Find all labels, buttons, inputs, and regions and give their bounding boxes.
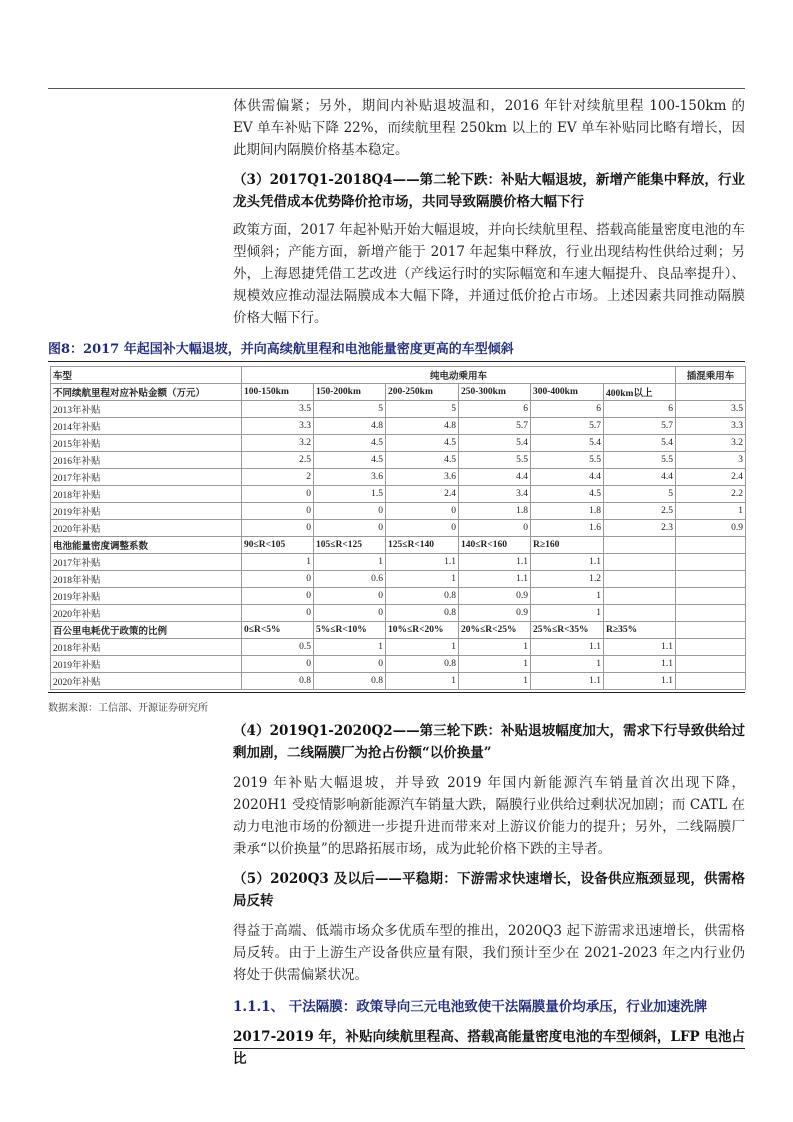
- table-cell: 400km以上: [604, 384, 676, 401]
- table-cell: 25%≤R<35%: [531, 622, 604, 639]
- table-cell: [676, 554, 746, 571]
- table-cell: 0: [242, 503, 314, 520]
- table-cell: 3: [676, 452, 746, 469]
- subheading-4: （4）2019Q1-2020Q2——第三轮下跌：补贴退坡幅度加大，需求下行导致供给过剩加剧，二线隔膜厂为抢占份额“以价换量”: [233, 723, 745, 761]
- table-cell: 0.8: [242, 673, 314, 690]
- table-cell: 140≤R<160: [459, 537, 531, 554]
- table-cell: 0.9: [459, 588, 531, 605]
- table-cell: 2020年补贴: [51, 605, 242, 622]
- table-cell: 2019年补贴: [51, 588, 242, 605]
- table-row: [51, 452, 746, 469]
- table-header-row: [51, 537, 746, 554]
- subsidy-table: [50, 366, 746, 690]
- table-cell: 125≤R<140: [386, 537, 459, 554]
- table-cell: 1: [676, 503, 746, 520]
- table-cell: 6: [459, 401, 531, 418]
- table-cell: 0: [242, 486, 314, 503]
- table-cell: 0.8: [386, 656, 459, 673]
- table-cell: 0.9: [676, 520, 746, 537]
- table-cell: 1.1: [531, 554, 604, 571]
- table-cell: 1.5: [314, 486, 386, 503]
- table-cell: 5.5: [459, 452, 531, 469]
- table-cell: 5: [386, 401, 459, 418]
- table-cell: 5: [314, 401, 386, 418]
- table-cell: [676, 673, 746, 690]
- table-cell: 4.5: [386, 435, 459, 452]
- table-cell: 0: [242, 588, 314, 605]
- table-cell: 0: [314, 520, 386, 537]
- table-cell: 4.4: [531, 469, 604, 486]
- table-cell: R≥160: [531, 537, 604, 554]
- table-cell: 1.6: [531, 520, 604, 537]
- table-cell: 1.2: [531, 571, 604, 588]
- table-cell: [676, 605, 746, 622]
- table-cell: 5.4: [459, 435, 531, 452]
- table-cell: 3.5: [242, 401, 314, 418]
- table-cell: 1: [386, 571, 459, 588]
- table-cell: 2020年补贴: [51, 673, 242, 690]
- table-cell: 0.8: [386, 588, 459, 605]
- table-cell: 1.1: [459, 571, 531, 588]
- table-cell: 0: [386, 503, 459, 520]
- table-cell: 0≤R<5%: [242, 622, 314, 639]
- table-cell: 105≤R<125: [314, 537, 386, 554]
- table-row: [51, 673, 746, 690]
- table-cell: 4.5: [531, 486, 604, 503]
- data-source: 数据来源：工信部、开源证券研究所: [48, 692, 745, 714]
- table-cell: [676, 622, 746, 639]
- table-cell: 20%≤R<25%: [459, 622, 531, 639]
- table-cell: 2016年补贴: [51, 452, 242, 469]
- table-row: [51, 486, 746, 503]
- table-cell: 1: [531, 605, 604, 622]
- table-cell: 0.8: [386, 605, 459, 622]
- table-row: [51, 605, 746, 622]
- table-cell: 3.2: [676, 435, 746, 452]
- table-cell: 2019年补贴: [51, 503, 242, 520]
- table-cell: 2019年补贴: [51, 656, 242, 673]
- section-heading: 1.1.1、 干法隔膜：政策导向三元电池致使干法隔膜量价均承压，行业加速洗牌: [233, 999, 708, 1015]
- table-cell: 5.5: [604, 452, 676, 469]
- subheading-5: （5）2020Q3 及以后——平稳期：下游需求快速增长，设备供应瓶颈显现，供需格局反转: [233, 871, 745, 909]
- table-cell: 0.5: [242, 639, 314, 656]
- table-cell: 3.6: [386, 469, 459, 486]
- table-cell: 2014年补贴: [51, 418, 242, 435]
- table-cell: 150-200km: [314, 384, 386, 401]
- table-cell: 插混乘用车: [676, 367, 746, 384]
- table-cell: 3.3: [242, 418, 314, 435]
- table-cell: [604, 554, 676, 571]
- table-cell: 2017年补贴: [51, 469, 242, 486]
- table-cell: 2017年补贴: [51, 554, 242, 571]
- figure-title: 图8：2017 年起国补大幅退坡，并向高续航里程和电池能量密度更高的车型倾斜: [48, 338, 745, 362]
- table-cell: 2015年补贴: [51, 435, 242, 452]
- table-cell: 1.1: [604, 673, 676, 690]
- footer-rule: [233, 1048, 745, 1049]
- table-cell: 1.1: [459, 554, 531, 571]
- table-cell: 2.5: [604, 503, 676, 520]
- table-cell: 1.1: [604, 656, 676, 673]
- table-cell: 0: [314, 588, 386, 605]
- table-cell: 1.8: [531, 503, 604, 520]
- table-cell: 4.4: [459, 469, 531, 486]
- table-cell: [676, 384, 746, 401]
- table-cell: 0: [314, 503, 386, 520]
- table-cell: 0: [314, 605, 386, 622]
- table-cell: [676, 571, 746, 588]
- table-cell: 5.7: [459, 418, 531, 435]
- table-row: [51, 503, 746, 520]
- table-cell: 5.7: [604, 418, 676, 435]
- table-cell: 5: [604, 486, 676, 503]
- table-cell: 90≤R<105: [242, 537, 314, 554]
- table-cell: 1.8: [459, 503, 531, 520]
- table-header-row: [51, 367, 746, 384]
- table-cell: 1: [386, 639, 459, 656]
- table-cell: 2018年补贴: [51, 486, 242, 503]
- table-row: [51, 469, 746, 486]
- table-cell: [676, 639, 746, 656]
- table-cell: 6: [604, 401, 676, 418]
- table-cell: 3.3: [676, 418, 746, 435]
- lead-text: 2017-2019 年，补贴向续航里程高、搭载高能量密度电池的车型倾斜，LFP 电池占比: [233, 1029, 745, 1067]
- table-cell: 0: [386, 520, 459, 537]
- table-row: [51, 639, 746, 656]
- table-cell: 6: [531, 401, 604, 418]
- table-cell: 4.4: [604, 469, 676, 486]
- table-cell: 0: [459, 520, 531, 537]
- table-row: [51, 401, 746, 418]
- paragraph: 2019 年补贴大幅退坡，并导致 2019 年国内新能源汽车销量首次出现下降，2020H1 受疫情影响新能源汽车销量大跌，隔膜行业供给过剩状况加剧；而 CATL 在动力电池市场的份额进一步提升进而带来对上游议价能力的提升；另外，二线隔膜厂秉承“以价换量”的思路拓展市场，成为此轮价格下跌的主导者。: [233, 775, 745, 857]
- table-cell: 0: [242, 571, 314, 588]
- table-cell: 2013年补贴: [51, 401, 242, 418]
- table-cell: 0.9: [459, 605, 531, 622]
- table-cell: 0: [314, 656, 386, 673]
- table-header-row: [51, 622, 746, 639]
- table-cell: 1: [459, 656, 531, 673]
- table-cell: 0.8: [314, 673, 386, 690]
- table-cell: 1.1: [531, 639, 604, 656]
- table-cell: 2018年补贴: [51, 639, 242, 656]
- table-cell: 4.5: [386, 452, 459, 469]
- table-cell: 1: [314, 639, 386, 656]
- table-cell: [676, 588, 746, 605]
- upper-text: [233, 95, 745, 329]
- table-cell: 5%≤R<10%: [314, 622, 386, 639]
- table-cell: 3.4: [459, 486, 531, 503]
- table-cell: 百公里电耗优于政策的比例: [51, 622, 242, 639]
- table-cell: 200-250km: [386, 384, 459, 401]
- table-cell: 纯电动乘用车: [242, 367, 676, 384]
- header-rule: [48, 88, 745, 89]
- table-cell: 2.2: [676, 486, 746, 503]
- table-cell: 不同续航里程对应补贴金额（万元）: [51, 384, 242, 401]
- table-cell: 2: [242, 469, 314, 486]
- table-cell: 5.4: [604, 435, 676, 452]
- table-cell: 0: [242, 656, 314, 673]
- table-cell: [604, 605, 676, 622]
- table-cell: [604, 571, 676, 588]
- table-cell: 4.8: [314, 418, 386, 435]
- table-cell: 0: [242, 520, 314, 537]
- table-cell: 1: [314, 554, 386, 571]
- table-cell: 1.1: [604, 639, 676, 656]
- table-cell: 0.6: [314, 571, 386, 588]
- lower-text: [233, 720, 745, 1070]
- table-row: [51, 520, 746, 537]
- paragraph: 得益于高端、低端市场众多优质车型的推出，2020Q3 起下游需求迅速增长，供需格局反转。由于上游生产设备供应量有限，我们预计至少在 2021-2023 年之内行业仍将处于供需偏紧状况。: [233, 923, 745, 983]
- table-cell: 1: [531, 588, 604, 605]
- table-cell: 2018年补贴: [51, 571, 242, 588]
- table-cell: 1: [242, 554, 314, 571]
- table-cell: 2.3: [604, 520, 676, 537]
- table-row: [51, 588, 746, 605]
- table-cell: 1: [459, 673, 531, 690]
- table-cell: 1.1: [386, 554, 459, 571]
- table-cell: 2.4: [676, 469, 746, 486]
- table-cell: 2.4: [386, 486, 459, 503]
- table-cell: 3.2: [242, 435, 314, 452]
- table-cell: 300-400km: [531, 384, 604, 401]
- table-cell: 3.6: [314, 469, 386, 486]
- table-cell: 1: [459, 639, 531, 656]
- table-cell: 车型: [51, 367, 242, 384]
- table-cell: [604, 588, 676, 605]
- table-cell: R≥35%: [604, 622, 676, 639]
- paragraph: 政策方面，2017 年起补贴开始大幅退坡，并向长续航里程、搭载高能量密度电池的车型倾斜；产能方面，新增产能于 2017 年起集中释放，行业出现结构性供给过剩；另外，上海恩捷凭借工艺改进（产线运行时的实际幅宽和车速大幅提升、良品率提升）、规模效应推动湿法隔膜成本大幅下降，并通过低价抢占市场。上述因素共同推动隔膜价格大幅下行。: [233, 222, 745, 326]
- table-row: [51, 656, 746, 673]
- table-cell: 1: [531, 656, 604, 673]
- table-cell: 10%≤R<20%: [386, 622, 459, 639]
- table-cell: 2020年补贴: [51, 520, 242, 537]
- subheading-3: （3）2017Q1-2018Q4——第二轮下跌：补贴大幅退坡，新增产能集中释放，行业龙头凭借成本优势降价抢市场，共同导致隔膜价格大幅下行: [233, 172, 745, 210]
- table-cell: 5.4: [531, 435, 604, 452]
- table-cell: [676, 656, 746, 673]
- table-cell: 电池能量密度调整系数: [51, 537, 242, 554]
- paragraph: 体供需偏紧；另外，期间内补贴退坡温和，2016 年针对续航里程 100-150km 的 EV 单车补贴下降 22%，而续航里程 250km 以上的 EV 单车补贴同比略有增长，因此期间内隔膜价格基本稳定。: [233, 98, 745, 158]
- table-cell: 5.5: [531, 452, 604, 469]
- table-cell: 2.5: [242, 452, 314, 469]
- table-cell: 5.7: [531, 418, 604, 435]
- table-header-row: [51, 384, 746, 401]
- table-row: [51, 554, 746, 571]
- table-cell: 1.1: [531, 673, 604, 690]
- table-cell: [604, 537, 676, 554]
- table-cell: 4.8: [386, 418, 459, 435]
- table-cell: 1: [386, 673, 459, 690]
- table-cell: [676, 537, 746, 554]
- table-cell: 0: [242, 605, 314, 622]
- table-row: [51, 418, 746, 435]
- table-row: [51, 435, 746, 452]
- table-cell: 4.5: [314, 452, 386, 469]
- table-cell: 3.5: [676, 401, 746, 418]
- table-cell: 4.5: [314, 435, 386, 452]
- table-cell: 100-150km: [242, 384, 314, 401]
- table-row: [51, 571, 746, 588]
- table-cell: 250-300km: [459, 384, 531, 401]
